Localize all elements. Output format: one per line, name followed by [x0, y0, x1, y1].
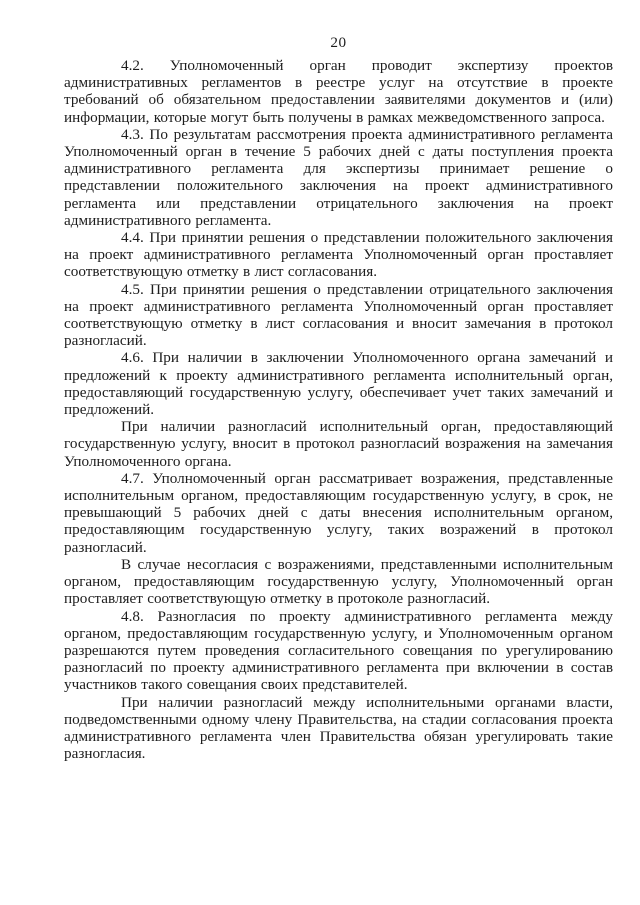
- paragraph-4-4: 4.4. При принятии решения о представлении положительного заключения на проект административного регламента Уполномоченный орган проставляет соответствующую отметку в лист согласования.: [64, 229, 613, 281]
- paragraph-4-8: 4.8. Разногласия по проекту административного регламента между органом, предоставляющим государственную услугу, и Уполномоченным органом разрешаются путем проведения согласительного совещания по урегулированию разногласий по проекту административного регламента при включении в состав участников такого совещания своих представителей.: [64, 607, 613, 694]
- paragraph-4-5: 4.5. При принятии решения о представлении отрицательного заключения на проект административного регламента Уполномоченный орган проставляет соответствующую отметку в лист согласования и вносит замечания в протокол разногласий.: [64, 280, 613, 350]
- paragraph-4-7-continuation: В случае несогласия с возражениями, представленными исполнительным органом, предоставляющим государственную услугу, Уполномоченный орган проставляет соответствующую отметку в протоколе разногласий.: [64, 555, 613, 608]
- paragraph-4-6-continuation: При наличии разногласий исполнительный орган, предоставляющий государственную услугу, вносит в протокол разногласий возражения на замечания Уполномоченного органа.: [64, 418, 613, 470]
- paragraph-4-2: 4.2. Уполномоченный орган проводит экспертизу проектов административных регламентов в реестре услуг на отсутствие в проекте требований об обязательном предоставлении заявителями документов и (или) информации, которые могут быть получены в рамках межведомственного запроса.: [64, 57, 613, 126]
- paragraph-4-7: 4.7. Уполномоченный орган рассматривает возражения, представленные исполнительным органом, предоставляющим государственную услугу, в срок, не превышающий 5 рабочих дней с даты внесения исполнительным органом, предоставляющим государственную услугу, таких возражений в протокол разногласий.: [64, 469, 613, 556]
- page-number: 20: [330, 34, 347, 51]
- document-body: [64, 57, 613, 762]
- paragraph-4-6: 4.6. При наличии в заключении Уполномоченного органа замечаний и предложений к проекту административного регламента исполнительный орган, предоставляющий государственную услугу, обеспечивает учет таких замечаний и предложений.: [64, 349, 613, 419]
- paragraph-4-8-continuation: При наличии разногласий между исполнительными органами власти, подведомственными одному члену Правительства, на стадии согласования проекта административного регламента член Правительства обязан урегулировать такие разногласия.: [64, 693, 613, 763]
- paragraph-4-3: 4.3. По результатам рассмотрения проекта административного регламента Уполномоченный орган в течение 5 рабочих дней с даты поступления проекта административного регламента для экспертизы принимает решение о представлении положительного заключения на проект административного регламента или представлении отрицательного заключения на проект административного регламента.: [64, 125, 613, 229]
